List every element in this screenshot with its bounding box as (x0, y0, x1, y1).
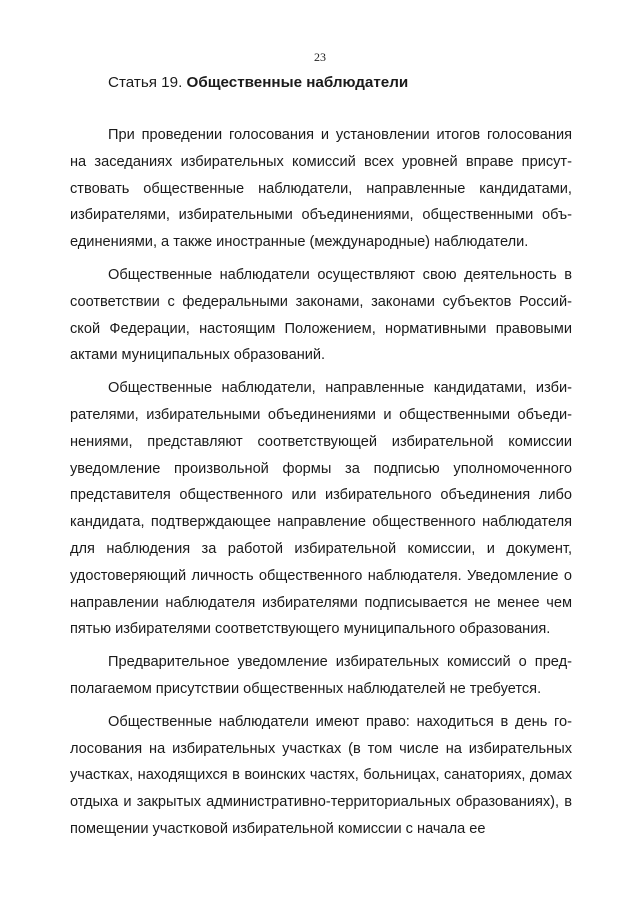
paragraph-4: Предварительное уведомление избирательных комиссий о предполагаемом присутствии общественных наблюдателей не требуется. (70, 654, 572, 697)
article-heading (108, 74, 408, 91)
paragraph-2: Общественные наблюдатели осуществляют свою деятельность в соответствии с федеральными законами, законами субъектов Российской Федерации, настоящим Положением, нормативными правовыми актами муниципальных образований. (70, 266, 572, 364)
page-number: 23 (314, 50, 326, 64)
paragraph-1: При проведении голосования и установлении итогов голосования на заседаниях избирательных комиссий всех уровней вправе присутствовать общественные наблюдатели, направленные кандидатами, избирателями, избирательными объединениями, общественными объединениями, а также иностранные (международные) наблюдатели. (70, 127, 572, 251)
article-label: Статья 19. (108, 74, 183, 91)
paragraph-3: Общественные наблюдатели, направленные кандидатами, избирателями, избирательными объединениями и общественными объединениями, представляют соответствующей избирательной комиссии уведомление произвольной формы за подписью уполномоченного представителя общественного или избирательного объединения либо кандидата, подтверждающее направление общественного наблюдателя для наблюдения за работой избирательной комиссии, и документ, удостоверяющий личность общественного наблюдателя. Уведомление о направлении наблюдателя избирателями подписывается не менее чем пятью избирателями соответствующего муниципального образования. (70, 380, 572, 638)
paragraph-5: Общественные наблюдатели имеют право: находиться в день голосования на избирательных участках (в том числе на избирательных участках, находящихся в воинских частях, больницах, санаториях, домах отдыха и закрытых административно-территориальных образованиях), в помещении участковой избирательной комиссии с начала ее (70, 713, 572, 837)
article-body (70, 122, 572, 849)
article-title: Общественные наблюдатели (186, 74, 409, 91)
